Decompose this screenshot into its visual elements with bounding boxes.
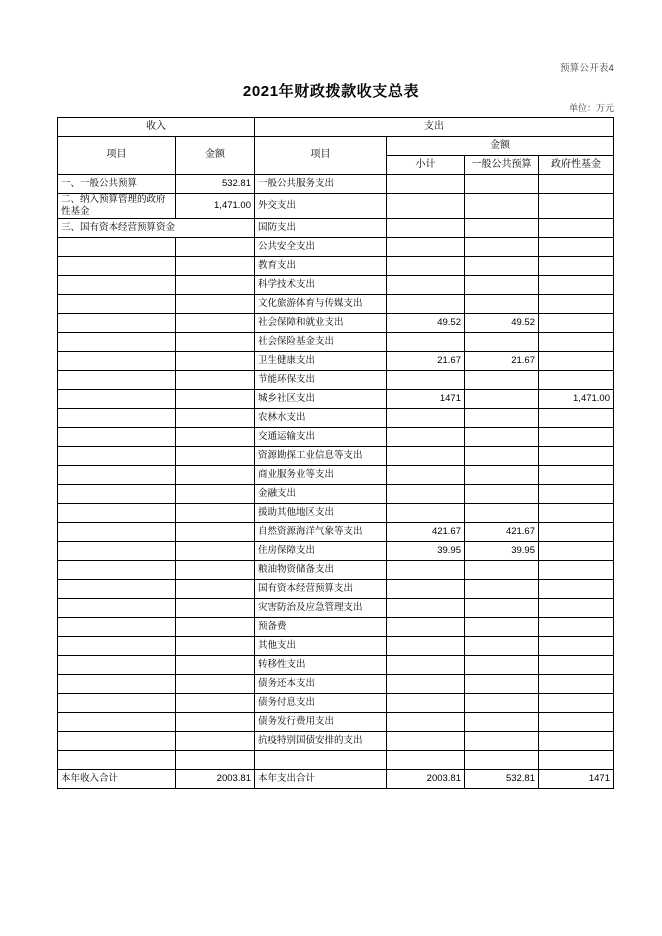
total-row (58, 769, 614, 788)
expenditure-fund-cell (539, 731, 614, 750)
expenditure-general-cell (465, 579, 539, 598)
expenditure-general-cell (465, 446, 539, 465)
revenue-amount-cell (176, 446, 255, 465)
revenue-item-cell (58, 408, 176, 427)
revenue-amount-cell (176, 427, 255, 446)
revenue-amount-cell (176, 712, 255, 731)
revenue-item-cell (58, 712, 176, 731)
expenditure-subtotal-cell (387, 237, 465, 256)
table-row (58, 541, 614, 560)
revenue-item-cell (58, 313, 176, 332)
table-row (58, 598, 614, 617)
total-subtotal: 2003.81 (387, 769, 465, 788)
expenditure-fund-cell (539, 446, 614, 465)
revenue-amount-cell (176, 522, 255, 541)
table-row (58, 218, 614, 237)
expenditure-fund-cell (539, 175, 614, 194)
expenditure-subtotal-cell (387, 636, 465, 655)
expenditure-general-cell (465, 275, 539, 294)
table-row (58, 294, 614, 313)
header-general-public-budget: 一般公共预算 (465, 156, 539, 175)
budget-table-container (57, 117, 613, 789)
expenditure-subtotal-cell (387, 560, 465, 579)
expenditure-subtotal-cell (387, 484, 465, 503)
revenue-item-cell (58, 256, 176, 275)
expenditure-fund-cell (539, 541, 614, 560)
expenditure-general-cell (465, 560, 539, 579)
header-expenditure-item: 项目 (255, 137, 387, 175)
expenditure-general-cell (465, 750, 539, 769)
expenditure-item-cell: 节能环保支出 (255, 370, 387, 389)
table-row (58, 313, 614, 332)
expenditure-item-cell: 转移性支出 (255, 655, 387, 674)
revenue-item-cell (58, 674, 176, 693)
revenue-amount-cell (176, 503, 255, 522)
expenditure-general-cell (465, 427, 539, 446)
expenditure-general-cell (465, 370, 539, 389)
table-row (58, 579, 614, 598)
revenue-item-cell (58, 275, 176, 294)
budget-table (57, 117, 614, 789)
revenue-amount-cell (176, 465, 255, 484)
expenditure-general-cell (465, 294, 539, 313)
revenue-item-cell (58, 237, 176, 256)
expenditure-item-cell: 粮油物资储备支出 (255, 560, 387, 579)
header-revenue-group: 收入 (58, 118, 255, 137)
revenue-amount-cell (176, 484, 255, 503)
expenditure-item-cell: 城乡社区支出 (255, 389, 387, 408)
table-row (58, 655, 614, 674)
table-row (58, 275, 614, 294)
total-revenue-label: 本年收入合计 (58, 769, 176, 788)
revenue-amount-cell (176, 351, 255, 370)
expenditure-fund-cell (539, 465, 614, 484)
unit-note-label: 单位：万元 (568, 103, 614, 113)
expenditure-fund-cell (539, 313, 614, 332)
header-amount-group: 金额 (387, 137, 614, 156)
revenue-item-cell (58, 522, 176, 541)
expenditure-general-cell (465, 617, 539, 636)
revenue-item-cell (58, 731, 176, 750)
expenditure-fund-cell (539, 674, 614, 693)
expenditure-item-cell: 债务发行费用支出 (255, 712, 387, 731)
revenue-amount-cell (176, 332, 255, 351)
expenditure-general-cell (465, 674, 539, 693)
revenue-item-cell (58, 427, 176, 446)
expenditure-subtotal-cell (387, 294, 465, 313)
expenditure-fund-cell (539, 351, 614, 370)
expenditure-subtotal-cell (387, 465, 465, 484)
expenditure-item-cell: 自然资源海洋气象等支出 (255, 522, 387, 541)
table-row (58, 636, 614, 655)
expenditure-fund-cell (539, 427, 614, 446)
expenditure-fund-cell (539, 484, 614, 503)
revenue-item-cell (58, 541, 176, 560)
header-expenditure-group: 支出 (255, 118, 614, 137)
revenue-amount-cell (176, 275, 255, 294)
expenditure-general-cell: 49.52 (465, 313, 539, 332)
table-body (58, 175, 614, 770)
expenditure-general-cell: 39.95 (465, 541, 539, 560)
expenditure-general-cell: 21.67 (465, 351, 539, 370)
revenue-item-cell (58, 560, 176, 579)
revenue-amount-cell (176, 655, 255, 674)
expenditure-item-cell: 国防支出 (255, 218, 387, 237)
revenue-amount-cell (176, 541, 255, 560)
table-row (58, 522, 614, 541)
total-fund: 1471 (539, 769, 614, 788)
revenue-amount-cell: 532.81 (176, 175, 255, 194)
expenditure-fund-cell (539, 370, 614, 389)
table-row (58, 484, 614, 503)
expenditure-fund-cell (539, 275, 614, 294)
expenditure-subtotal-cell: 49.52 (387, 313, 465, 332)
expenditure-item-cell: 商业服务业等支出 (255, 465, 387, 484)
expenditure-general-cell: 421.67 (465, 522, 539, 541)
table-row (58, 503, 614, 522)
revenue-amount-cell (176, 693, 255, 712)
table-row (58, 750, 614, 769)
expenditure-fund-cell (539, 294, 614, 313)
expenditure-subtotal-cell (387, 655, 465, 674)
expenditure-subtotal-cell (387, 598, 465, 617)
expenditure-fund-cell (539, 560, 614, 579)
expenditure-subtotal-cell (387, 693, 465, 712)
table-row (58, 465, 614, 484)
expenditure-item-cell: 一般公共服务支出 (255, 175, 387, 194)
expenditure-fund-cell (539, 712, 614, 731)
revenue-item-cell (58, 693, 176, 712)
expenditure-subtotal-cell (387, 579, 465, 598)
expenditure-item-cell: 公共安全支出 (255, 237, 387, 256)
table-row (58, 194, 614, 219)
table-row (58, 427, 614, 446)
table-row (58, 408, 614, 427)
table-row (58, 560, 614, 579)
expenditure-fund-cell (539, 636, 614, 655)
expenditure-subtotal-cell: 421.67 (387, 522, 465, 541)
expenditure-item-cell: 预备费 (255, 617, 387, 636)
expenditure-general-cell (465, 194, 539, 219)
expenditure-item-cell: 农林水支出 (255, 408, 387, 427)
expenditure-item-cell: 社会保障和就业支出 (255, 313, 387, 332)
header-subtotal: 小计 (387, 156, 465, 175)
expenditure-general-cell (465, 237, 539, 256)
table-row (58, 693, 614, 712)
expenditure-subtotal-cell (387, 750, 465, 769)
table-row (58, 351, 614, 370)
table-row (58, 446, 614, 465)
expenditure-general-cell (465, 503, 539, 522)
expenditure-general-cell (465, 655, 539, 674)
table-foot (58, 769, 614, 788)
expenditure-fund-cell (539, 598, 614, 617)
revenue-amount-cell (176, 617, 255, 636)
expenditure-subtotal-cell (387, 446, 465, 465)
expenditure-subtotal-cell (387, 408, 465, 427)
expenditure-item-cell: 其他支出 (255, 636, 387, 655)
revenue-item-cell: 一、一般公共预算 (58, 175, 176, 194)
expenditure-general-cell (465, 636, 539, 655)
expenditure-item-cell: 住房保障支出 (255, 541, 387, 560)
revenue-item-cell (58, 294, 176, 313)
expenditure-item-cell: 灾害防治及应急管理支出 (255, 598, 387, 617)
expenditure-general-cell (465, 598, 539, 617)
header-revenue-amount: 金额 (176, 137, 255, 175)
revenue-item-cell (58, 332, 176, 351)
expenditure-general-cell (465, 218, 539, 237)
expenditure-fund-cell (539, 503, 614, 522)
expenditure-general-cell (465, 712, 539, 731)
expenditure-item-cell: 文化旅游体育与传媒支出 (255, 294, 387, 313)
expenditure-fund-cell (539, 579, 614, 598)
revenue-amount-cell (176, 370, 255, 389)
total-general: 532.81 (465, 769, 539, 788)
expenditure-item-cell: 债务付息支出 (255, 693, 387, 712)
expenditure-general-cell (465, 731, 539, 750)
revenue-amount-cell (176, 579, 255, 598)
expenditure-fund-cell (539, 237, 614, 256)
revenue-amount-cell (176, 237, 255, 256)
expenditure-item-cell: 卫生健康支出 (255, 351, 387, 370)
expenditure-fund-cell (539, 332, 614, 351)
revenue-item-cell (58, 617, 176, 636)
revenue-amount-cell (176, 598, 255, 617)
expenditure-fund-cell (539, 617, 614, 636)
header-row-groups (58, 118, 614, 137)
table-row (58, 389, 614, 408)
expenditure-subtotal-cell: 1471 (387, 389, 465, 408)
expenditure-subtotal-cell (387, 332, 465, 351)
expenditure-item-cell: 交通运输支出 (255, 427, 387, 446)
expenditure-subtotal-cell (387, 370, 465, 389)
table-head (58, 118, 614, 175)
expenditure-fund-cell: 1,471.00 (539, 389, 614, 408)
expenditure-general-cell (465, 465, 539, 484)
revenue-item-cell: 二、纳入预算管理的政府性基金 (58, 194, 176, 219)
revenue-amount-cell (176, 313, 255, 332)
expenditure-subtotal-cell (387, 218, 465, 237)
revenue-amount-cell (176, 750, 255, 769)
revenue-amount-cell (176, 389, 255, 408)
table-row (58, 256, 614, 275)
table-row (58, 617, 614, 636)
table-row (58, 175, 614, 194)
expenditure-subtotal-cell (387, 256, 465, 275)
revenue-amount-cell (176, 256, 255, 275)
expenditure-subtotal-cell: 21.67 (387, 351, 465, 370)
page-title: 2021年财政拨款收支总表 (242, 83, 420, 100)
revenue-item-cell (58, 598, 176, 617)
revenue-item-cell (58, 503, 176, 522)
table-row (58, 731, 614, 750)
expenditure-item-cell (255, 750, 387, 769)
revenue-item-cell (58, 351, 176, 370)
table-row (58, 370, 614, 389)
total-revenue-amount: 2003.81 (176, 769, 255, 788)
revenue-item-cell (58, 465, 176, 484)
expenditure-item-cell: 资源勘探工业信息等支出 (255, 446, 387, 465)
expenditure-fund-cell (539, 522, 614, 541)
revenue-amount-cell (176, 408, 255, 427)
revenue-item-cell: 三、国有资本经营预算资金 (58, 218, 255, 237)
expenditure-item-cell: 社会保险基金支出 (255, 332, 387, 351)
expenditure-fund-cell (539, 750, 614, 769)
expenditure-fund-cell (539, 194, 614, 219)
table-row (58, 712, 614, 731)
expenditure-item-cell: 援助其他地区支出 (255, 503, 387, 522)
revenue-amount-cell (176, 636, 255, 655)
expenditure-subtotal-cell (387, 503, 465, 522)
expenditure-fund-cell (539, 655, 614, 674)
expenditure-item-cell: 教育支出 (255, 256, 387, 275)
header-row-columns-1 (58, 137, 614, 156)
expenditure-general-cell (465, 256, 539, 275)
expenditure-subtotal-cell (387, 194, 465, 219)
expenditure-subtotal-cell: 39.95 (387, 541, 465, 560)
expenditure-general-cell (465, 175, 539, 194)
expenditure-subtotal-cell (387, 712, 465, 731)
expenditure-general-cell (465, 389, 539, 408)
expenditure-fund-cell (539, 218, 614, 237)
expenditure-fund-cell (539, 256, 614, 275)
expenditure-subtotal-cell (387, 674, 465, 693)
revenue-item-cell (58, 370, 176, 389)
revenue-item-cell (58, 484, 176, 503)
revenue-item-cell (58, 579, 176, 598)
revenue-item-cell (58, 446, 176, 465)
expenditure-subtotal-cell (387, 175, 465, 194)
expenditure-general-cell (465, 332, 539, 351)
revenue-amount-cell (176, 674, 255, 693)
expenditure-general-cell (465, 408, 539, 427)
expenditure-item-cell: 外交支出 (255, 194, 387, 219)
table-row (58, 332, 614, 351)
expenditure-item-cell: 债务还本支出 (255, 674, 387, 693)
expenditure-subtotal-cell (387, 427, 465, 446)
expenditure-item-cell: 金融支出 (255, 484, 387, 503)
revenue-item-cell (58, 750, 176, 769)
expenditure-subtotal-cell (387, 731, 465, 750)
expenditure-item-cell: 科学技术支出 (255, 275, 387, 294)
expenditure-subtotal-cell (387, 617, 465, 636)
revenue-item-cell (58, 389, 176, 408)
revenue-item-cell (58, 636, 176, 655)
table-row (58, 237, 614, 256)
revenue-amount-cell (176, 294, 255, 313)
header-revenue-item: 项目 (58, 137, 176, 175)
revenue-amount-cell: 1,471.00 (176, 194, 255, 219)
expenditure-general-cell (465, 484, 539, 503)
expenditure-item-cell: 抗疫特别国债安排的支出 (255, 731, 387, 750)
revenue-amount-cell (176, 560, 255, 579)
revenue-amount-cell (176, 731, 255, 750)
expenditure-fund-cell (539, 408, 614, 427)
form-code-label: 预算公开表4 (560, 63, 614, 74)
table-row (58, 674, 614, 693)
expenditure-fund-cell (539, 693, 614, 712)
expenditure-subtotal-cell (387, 275, 465, 294)
header-government-fund: 政府性基金 (539, 156, 614, 175)
revenue-item-cell (58, 655, 176, 674)
total-expenditure-label: 本年支出合计 (255, 769, 387, 788)
expenditure-item-cell: 国有资本经营预算支出 (255, 579, 387, 598)
expenditure-general-cell (465, 693, 539, 712)
